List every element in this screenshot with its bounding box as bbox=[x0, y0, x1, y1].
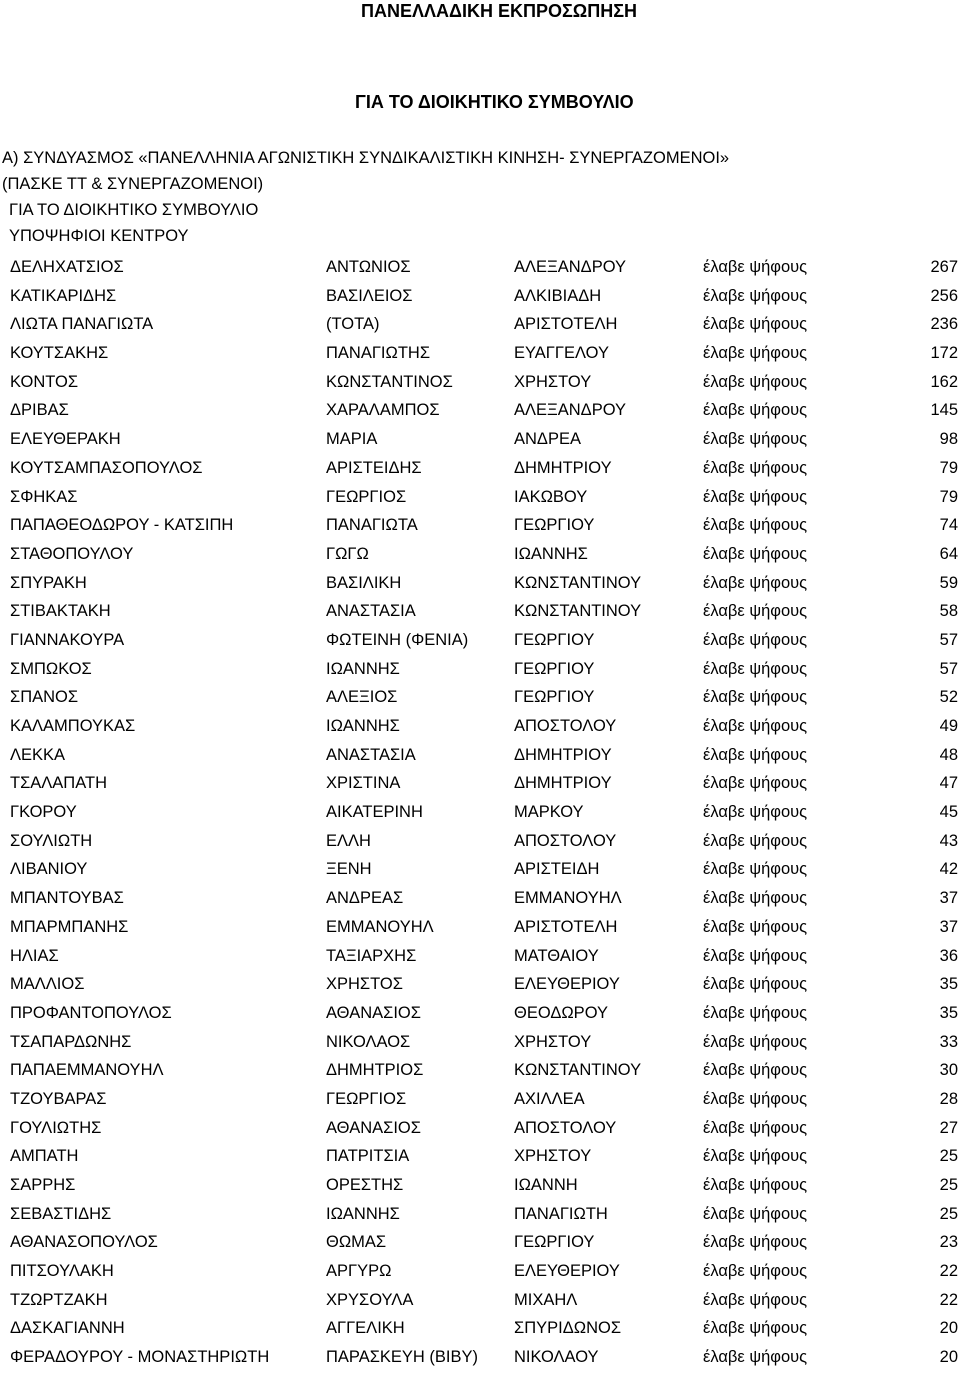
votes-label: έλαβε ψήφους bbox=[703, 372, 808, 391]
votes-label: έλαβε ψήφους bbox=[703, 1032, 808, 1051]
candidate-surname: ΛΕΚΚΑ bbox=[10, 745, 66, 764]
candidate-surname: ΣΠΥΡΑΚΗ bbox=[10, 573, 87, 592]
vote-count: 64 bbox=[939, 544, 958, 563]
candidate-surname: ΜΠΑΝΤΟΥΒΑΣ bbox=[10, 889, 124, 908]
vote-count: 23 bbox=[939, 1233, 958, 1252]
votes-label: έλαβε ψήφους bbox=[703, 774, 808, 793]
candidate-surname: ΚΟΥΤΣΑΚΗΣ bbox=[10, 344, 109, 363]
votes-label: έλαβε ψήφους bbox=[703, 315, 808, 334]
candidate-row bbox=[10, 597, 958, 626]
votes-label: έλαβε ψήφους bbox=[703, 458, 808, 477]
candidate-surname: ΣΤΑΘΟΠΟΥΛΟΥ bbox=[10, 544, 134, 563]
candidate-row bbox=[10, 454, 958, 483]
candidate-surname: ΤΣΑΠΑΡΔΩΝΗΣ bbox=[10, 1032, 132, 1051]
vote-count: 172 bbox=[930, 344, 958, 363]
candidate-surname: ΛΙΒΑΝΙΟΥ bbox=[10, 860, 88, 879]
candidate-surname: ΤΖΟΥΒΑΡΑΣ bbox=[10, 1089, 107, 1108]
candidate-row bbox=[10, 425, 958, 454]
candidate-first-name: ΧΑΡΑΛΑΜΠΟΣ bbox=[326, 401, 440, 420]
candidate-father-name: ΕΥΑΓΓΕΛΟΥ bbox=[514, 344, 609, 363]
candidate-row bbox=[10, 1286, 958, 1315]
candidate-surname: ΚΑΛΑΜΠΟΥΚΑΣ bbox=[10, 717, 136, 735]
candidate-first-name: ΙΩΑΝΝΗΣ bbox=[326, 717, 400, 735]
candidate-father-name: ΓΕΩΡΓΙΟΥ bbox=[514, 1233, 595, 1252]
votes-label: έλαβε ψήφους bbox=[703, 573, 808, 592]
vote-count: 20 bbox=[939, 1319, 958, 1338]
candidate-father-name: ΔΗΜΗΤΡΙΟΥ bbox=[514, 745, 612, 764]
candidate-father-name: ΑΠΟΣΤΟΛΟΥ bbox=[514, 717, 617, 735]
votes-label: έλαβε ψήφους bbox=[703, 401, 808, 420]
votes-label: έλαβε ψήφους bbox=[703, 286, 808, 305]
vote-count: 37 bbox=[939, 889, 958, 908]
candidate-first-name: ΝΙΚΟΛΑΟΣ bbox=[326, 1032, 411, 1051]
section-heading: ΓΙΑ ΤΟ ΔΙΟΙΚΗΤΙΚΟ ΣΥΜΒΟΥΛΙΟ bbox=[9, 201, 259, 219]
votes-label: έλαβε ψήφους bbox=[703, 860, 808, 879]
vote-count: 28 bbox=[939, 1089, 958, 1108]
candidate-first-name: ΔΗΜΗΤΡΙΟΣ bbox=[326, 1061, 424, 1080]
candidate-row bbox=[10, 1085, 958, 1114]
candidate-row bbox=[10, 769, 958, 798]
candidate-surname: ΣΕΒΑΣΤΙΔΗΣ bbox=[10, 1204, 112, 1223]
candidate-row bbox=[10, 511, 958, 540]
candidate-father-name: ΜΑΤΘΑΙΟΥ bbox=[514, 946, 599, 965]
candidate-father-name: ΚΩΝΣΤΑΝΤΙΝΟΥ bbox=[514, 1061, 642, 1080]
candidate-father-name: ΝΙΚΟΛΑΟΥ bbox=[514, 1348, 599, 1367]
candidate-first-name: (ΤΟΤΑ) bbox=[326, 315, 380, 334]
vote-count: 162 bbox=[930, 372, 958, 391]
candidate-father-name: ΑΡΙΣΤΟΤΕΛΗ bbox=[514, 917, 618, 936]
candidate-row bbox=[10, 827, 958, 856]
coalition-header bbox=[2, 145, 729, 249]
candidate-father-name: ΕΛΕΥΘΕΡΙΟΥ bbox=[514, 975, 620, 994]
vote-count: 58 bbox=[939, 602, 958, 621]
candidate-surname: ΣΑΡΡΗΣ bbox=[10, 1176, 76, 1194]
candidate-father-name: ΑΧΙΛΛΕΑ bbox=[514, 1089, 585, 1108]
candidate-surname: ΣΦΗΚΑΣ bbox=[10, 487, 78, 506]
candidate-father-name: ΓΕΩΡΓΙΟΥ bbox=[514, 688, 595, 707]
candidate-father-name: ΙΩΑΝΝΗΣ bbox=[514, 544, 588, 563]
candidate-father-name: ΙΑΚΩΒΟΥ bbox=[514, 487, 588, 506]
candidate-row bbox=[10, 855, 958, 884]
document-subtitle: ΓΙΑ ΤΟ ΔΙΟΙΚΗΤΙΚΟ ΣΥΜΒΟΥΛΙΟ bbox=[355, 92, 634, 112]
candidate-surname: ΠΑΠΑΘΕΟΔΩΡΟΥ - ΚΑΤΣΙΠΗ bbox=[10, 516, 234, 535]
votes-label: έλαβε ψήφους bbox=[703, 1176, 808, 1194]
candidate-father-name: ΠΑΝΑΓΙΩΤΗ bbox=[514, 1204, 608, 1223]
votes-label: έλαβε ψήφους bbox=[703, 946, 808, 965]
candidate-surname: ΗΛΙΑΣ bbox=[10, 946, 59, 965]
vote-count: 43 bbox=[939, 831, 958, 850]
candidate-father-name: ΔΗΜΗΤΡΙΟΥ bbox=[514, 458, 612, 477]
candidate-first-name: ΟΡΕΣΤΗΣ bbox=[326, 1176, 404, 1194]
votes-label: έλαβε ψήφους bbox=[703, 917, 808, 936]
candidate-row bbox=[10, 1314, 958, 1343]
candidate-first-name: ΕΜΜΑΝΟΥΗΛ bbox=[326, 917, 434, 936]
candidate-first-name: ΞΕΝΗ bbox=[326, 860, 372, 879]
candidate-row bbox=[10, 712, 958, 741]
candidate-father-name: ΓΕΩΡΓΙΟΥ bbox=[514, 659, 595, 678]
candidate-first-name: ΠΑΝΑΓΙΩΤΑ bbox=[326, 516, 418, 535]
candidate-row bbox=[10, 483, 958, 512]
candidate-father-name: ΜΙΧΑΗΛ bbox=[514, 1290, 578, 1309]
candidate-row bbox=[10, 999, 958, 1028]
candidate-first-name: ΑΙΚΑΤΕΡΙΝΗ bbox=[326, 803, 423, 822]
candidate-surname: ΔΡΙΒΑΣ bbox=[10, 401, 69, 420]
candidate-father-name: ΓΕΩΡΓΙΟΥ bbox=[514, 630, 595, 649]
vote-count: 45 bbox=[939, 803, 958, 822]
candidate-row bbox=[10, 1028, 958, 1057]
vote-count: 30 bbox=[939, 1061, 958, 1080]
vote-count: 267 bbox=[930, 258, 958, 276]
vote-count: 47 bbox=[939, 774, 958, 793]
candidate-row bbox=[10, 310, 958, 339]
votes-label: έλαβε ψήφους bbox=[703, 487, 808, 506]
vote-count: 22 bbox=[939, 1262, 958, 1281]
candidate-row bbox=[10, 970, 958, 999]
candidate-first-name: ΧΡΙΣΤΙΝΑ bbox=[326, 774, 401, 793]
candidate-row bbox=[10, 1257, 958, 1286]
votes-label: έλαβε ψήφους bbox=[703, 1061, 808, 1080]
candidate-first-name: ΦΩΤΕΙΝΗ (ΦΕΝΙΑ) bbox=[326, 630, 469, 649]
candidate-surname: ΦΕΡΑΔΟΥΡΟΥ - ΜΟΝΑΣΤΗΡΙΩΤΗ bbox=[10, 1348, 270, 1367]
subsection-heading: ΥΠΟΨΗΦΙΟΙ ΚΕΝΤΡΟΥ bbox=[9, 227, 189, 245]
vote-count: 57 bbox=[939, 630, 958, 649]
candidate-first-name: ΕΛΛΗ bbox=[326, 831, 371, 850]
candidate-surname: ΜΑΛΛΙΟΣ bbox=[10, 975, 85, 994]
candidate-first-name: ΒΑΣΙΛΕΙΟΣ bbox=[326, 286, 413, 305]
votes-label: έλαβε ψήφους bbox=[703, 1089, 808, 1108]
candidate-surname: ΤΖΩΡΤΖΑΚΗ bbox=[10, 1290, 108, 1309]
vote-count: 57 bbox=[939, 659, 958, 678]
candidate-row bbox=[10, 1228, 958, 1257]
candidate-surname: ΚΑΤΙΚΑΡΙΔΗΣ bbox=[10, 286, 117, 305]
candidate-surname: ΔΕΛΗΧΑΤΣΙΟΣ bbox=[10, 258, 124, 276]
candidate-father-name: ΧΡΗΣΤΟΥ bbox=[514, 1147, 592, 1166]
votes-label: έλαβε ψήφους bbox=[703, 1262, 808, 1281]
candidate-row bbox=[10, 282, 958, 311]
candidate-surname: ΤΣΑΛΑΠΑΤΗ bbox=[10, 774, 108, 793]
votes-label: έλαβε ψήφους bbox=[703, 1147, 808, 1166]
votes-label: έλαβε ψήφους bbox=[703, 1003, 808, 1022]
candidate-father-name: ΕΛΕΥΘΕΡΙΟΥ bbox=[514, 1262, 620, 1281]
candidate-surname: ΣΜΠΩΚΟΣ bbox=[10, 659, 92, 678]
votes-label: έλαβε ψήφους bbox=[703, 1319, 808, 1338]
candidate-surname: ΠΑΠΑΕΜΜΑΝΟΥΗΛ bbox=[10, 1061, 164, 1080]
candidate-surname: ΛΙΩΤΑ ΠΑΝΑΓΙΩΤΑ bbox=[10, 315, 154, 334]
votes-label: έλαβε ψήφους bbox=[703, 430, 808, 449]
candidate-row bbox=[10, 253, 958, 282]
candidate-father-name: ΣΠΥΡΙΔΩΝΟΣ bbox=[514, 1319, 622, 1338]
candidate-father-name: ΜΑΡΚΟΥ bbox=[514, 803, 584, 822]
candidate-surname: ΣΤΙΒΑΚΤΑΚΗ bbox=[10, 602, 111, 621]
vote-count: 48 bbox=[939, 745, 958, 764]
candidate-row bbox=[10, 1142, 958, 1171]
votes-label: έλαβε ψήφους bbox=[703, 1348, 808, 1367]
candidate-father-name: ΧΡΗΣΤΟΥ bbox=[514, 1032, 592, 1051]
candidate-row bbox=[10, 1056, 958, 1085]
vote-count: 236 bbox=[930, 315, 958, 334]
candidate-first-name: ΚΩΝΣΤΑΝΤΙΝΟΣ bbox=[326, 372, 453, 391]
vote-count: 59 bbox=[939, 573, 958, 592]
candidate-first-name: ΒΑΣΙΛΙΚΗ bbox=[326, 573, 402, 592]
candidate-father-name: ΑΛΚΙΒΙΑΔΗ bbox=[514, 286, 602, 305]
candidate-father-name: ΕΜΜΑΝΟΥΗΛ bbox=[514, 889, 622, 908]
candidate-row bbox=[10, 339, 958, 368]
candidate-first-name: ΘΩΜΑΣ bbox=[326, 1233, 387, 1252]
vote-count: 74 bbox=[939, 516, 958, 535]
vote-count: 25 bbox=[939, 1176, 958, 1194]
candidate-surname: ΠΙΤΣΟΥΛΑΚΗ bbox=[10, 1262, 114, 1281]
votes-label: έλαβε ψήφους bbox=[703, 659, 808, 678]
candidate-first-name: ΧΡΥΣΟΥΛΑ bbox=[326, 1290, 414, 1309]
candidate-surname: ΠΡΟΦΑΝΤΟΠΟΥΛΟΣ bbox=[10, 1003, 172, 1022]
candidate-first-name: ΑΝΤΩΝΙΟΣ bbox=[326, 258, 411, 276]
vote-count: 27 bbox=[939, 1118, 958, 1137]
votes-label: έλαβε ψήφους bbox=[703, 745, 808, 764]
vote-count: 36 bbox=[939, 946, 958, 965]
candidate-surname: ΑΜΠΑΤΗ bbox=[10, 1147, 79, 1166]
vote-count: 25 bbox=[939, 1147, 958, 1166]
candidate-first-name: ΑΡΙΣΤΕΙΔΗΣ bbox=[326, 458, 422, 477]
candidate-first-name: ΑΘΑΝΑΣΙΟΣ bbox=[326, 1003, 421, 1022]
candidate-father-name: ΑΡΙΣΤΕΙΔΗ bbox=[514, 860, 600, 879]
vote-count: 35 bbox=[939, 1003, 958, 1022]
candidate-first-name: ΑΘΑΝΑΣΙΟΣ bbox=[326, 1118, 421, 1137]
candidate-row bbox=[10, 683, 958, 712]
votes-label: έλαβε ψήφους bbox=[703, 516, 808, 535]
vote-count: 79 bbox=[939, 458, 958, 477]
candidate-surname: ΜΠΑΡΜΠΑΝΗΣ bbox=[10, 917, 129, 936]
votes-label: έλαβε ψήφους bbox=[703, 975, 808, 994]
candidate-row bbox=[10, 884, 958, 913]
votes-label: έλαβε ψήφους bbox=[703, 630, 808, 649]
candidate-first-name: ΠΑΝΑΓΙΩΤΗΣ bbox=[326, 344, 431, 363]
candidate-first-name: ΓΩΓΩ bbox=[326, 544, 369, 563]
candidate-father-name: ΑΛΕΞΑΝΔΡΟΥ bbox=[514, 258, 627, 276]
document-title: ΠΑΝΕΛΛΑΔΙΚΗ ΕΚΠΡΟΣΩΠΗΣΗ bbox=[361, 1, 637, 21]
vote-count: 49 bbox=[939, 717, 958, 735]
candidate-surname: ΔΑΣΚΑΓΙΑΝΝΗ bbox=[10, 1319, 125, 1338]
vote-count: 35 bbox=[939, 975, 958, 994]
vote-count: 25 bbox=[939, 1204, 958, 1223]
vote-count: 98 bbox=[939, 430, 958, 449]
candidate-father-name: ΙΩΑΝΝΗ bbox=[514, 1176, 578, 1194]
votes-label: έλαβε ψήφους bbox=[703, 688, 808, 707]
candidate-row bbox=[10, 1343, 958, 1372]
vote-count: 20 bbox=[939, 1348, 958, 1367]
candidate-surname: ΓΟΥΛΙΩΤΗΣ bbox=[10, 1118, 102, 1137]
candidate-row bbox=[10, 1114, 958, 1143]
candidate-father-name: ΚΩΝΣΤΑΝΤΙΝΟΥ bbox=[514, 602, 642, 621]
candidate-list bbox=[10, 253, 958, 1372]
candidate-surname: ΣΟΥΛΙΩΤΗ bbox=[10, 831, 93, 850]
vote-count: 42 bbox=[939, 860, 958, 879]
candidate-first-name: ΑΡΓΥΡΩ bbox=[326, 1262, 392, 1281]
candidate-row bbox=[10, 741, 958, 770]
candidate-first-name: ΓΕΩΡΓΙΟΣ bbox=[326, 1089, 407, 1108]
vote-count: 52 bbox=[939, 688, 958, 707]
candidate-row bbox=[10, 1200, 958, 1229]
candidate-row bbox=[10, 913, 958, 942]
candidate-first-name: ΧΡΗΣΤΟΣ bbox=[326, 975, 403, 994]
votes-label: έλαβε ψήφους bbox=[703, 831, 808, 850]
votes-label: έλαβε ψήφους bbox=[703, 717, 808, 735]
votes-label: έλαβε ψήφους bbox=[703, 803, 808, 822]
candidate-surname: ΑΘΑΝΑΣΟΠΟΥΛΟΣ bbox=[10, 1233, 158, 1252]
candidate-row bbox=[10, 1171, 958, 1200]
candidate-row bbox=[10, 396, 958, 425]
candidate-first-name: ΓΕΩΡΓΙΟΣ bbox=[326, 487, 407, 506]
vote-count: 79 bbox=[939, 487, 958, 506]
coalition-short: (ΠΑΣΚΕ ΤΤ & ΣΥΝΕΡΓΑΖΟΜΕΝΟΙ) bbox=[2, 175, 264, 193]
candidate-father-name: ΑΛΕΞΑΝΔΡΟΥ bbox=[514, 401, 627, 420]
votes-label: έλαβε ψήφους bbox=[703, 1118, 808, 1137]
votes-label: έλαβε ψήφους bbox=[703, 1204, 808, 1223]
candidate-row bbox=[10, 368, 958, 397]
candidate-surname: ΚΟΥΤΣΑΜΠΑΣΟΠΟΥΛΟΣ bbox=[10, 458, 203, 477]
candidate-surname: ΕΛΕΥΘΕΡΑΚΗ bbox=[10, 430, 121, 449]
candidate-row bbox=[10, 798, 958, 827]
candidate-father-name: ΘΕΟΔΩΡΟΥ bbox=[514, 1003, 608, 1022]
candidate-first-name: ΠΑΡΑΣΚΕΥΗ (ΒΙΒΥ) bbox=[326, 1348, 479, 1367]
vote-count: 33 bbox=[939, 1032, 958, 1051]
candidate-first-name: ΑΓΓΕΛΙΚΗ bbox=[326, 1319, 405, 1338]
votes-label: έλαβε ψήφους bbox=[703, 344, 808, 363]
candidate-first-name: ΜΑΡΙΑ bbox=[326, 430, 378, 449]
candidate-father-name: ΑΡΙΣΤΟΤΕΛΗ bbox=[514, 315, 618, 334]
votes-label: έλαβε ψήφους bbox=[703, 602, 808, 621]
votes-label: έλαβε ψήφους bbox=[703, 1233, 808, 1252]
candidate-first-name: ΙΩΑΝΝΗΣ bbox=[326, 659, 400, 678]
candidate-row bbox=[10, 942, 958, 971]
candidate-first-name: ΑΛΕΞΙΟΣ bbox=[326, 688, 398, 707]
candidate-father-name: ΑΝΔΡΕΑ bbox=[514, 430, 581, 449]
votes-label: έλαβε ψήφους bbox=[703, 258, 808, 276]
coalition-line: Α) ΣΥΝΔΥΑΣΜΟΣ «ΠΑΝΕΛΛΗΝΙΑ ΑΓΩΝΙΣΤΙΚΗ ΣΥΝΔΙΚΑΛΙΣΤΙΚΗ ΚΙΝΗΣΗ- ΣΥΝΕΡΓΑΖΟΜΕΝΟΙ» bbox=[2, 149, 730, 167]
candidate-row bbox=[10, 626, 958, 655]
vote-count: 256 bbox=[930, 286, 958, 305]
candidate-father-name: ΑΠΟΣΤΟΛΟΥ bbox=[514, 1118, 617, 1137]
candidate-row bbox=[10, 655, 958, 684]
vote-count: 145 bbox=[930, 401, 958, 420]
candidate-first-name: ΑΝΑΣΤΑΣΙΑ bbox=[326, 602, 416, 621]
candidate-surname: ΓΚΟΡΟΥ bbox=[10, 803, 77, 822]
candidate-first-name: ΑΝΔΡΕΑΣ bbox=[326, 889, 404, 908]
candidate-surname: ΣΠΑΝΟΣ bbox=[10, 688, 79, 707]
candidate-father-name: ΓΕΩΡΓΙΟΥ bbox=[514, 516, 595, 535]
candidate-father-name: ΑΠΟΣΤΟΛΟΥ bbox=[514, 831, 617, 850]
votes-label: έλαβε ψήφους bbox=[703, 1290, 808, 1309]
votes-label: έλαβε ψήφους bbox=[703, 889, 808, 908]
candidate-surname: ΚΟΝΤΟΣ bbox=[10, 372, 79, 391]
candidate-father-name: ΚΩΝΣΤΑΝΤΙΝΟΥ bbox=[514, 573, 642, 592]
vote-count: 22 bbox=[939, 1290, 958, 1309]
candidate-first-name: ΤΑΞΙΑΡΧΗΣ bbox=[326, 946, 417, 965]
candidate-row bbox=[10, 569, 958, 598]
candidate-father-name: ΧΡΗΣΤΟΥ bbox=[514, 372, 592, 391]
candidate-first-name: ΙΩΑΝΝΗΣ bbox=[326, 1204, 400, 1223]
candidate-first-name: ΑΝΑΣΤΑΣΙΑ bbox=[326, 745, 416, 764]
candidate-father-name: ΔΗΜΗΤΡΙΟΥ bbox=[514, 774, 612, 793]
votes-label: έλαβε ψήφους bbox=[703, 544, 808, 563]
vote-count: 37 bbox=[939, 917, 958, 936]
candidate-row bbox=[10, 540, 958, 569]
candidate-first-name: ΠΑΤΡΙΤΣΙΑ bbox=[326, 1147, 410, 1166]
candidate-surname: ΓΙΑΝΝΑΚΟΥΡΑ bbox=[10, 630, 125, 649]
